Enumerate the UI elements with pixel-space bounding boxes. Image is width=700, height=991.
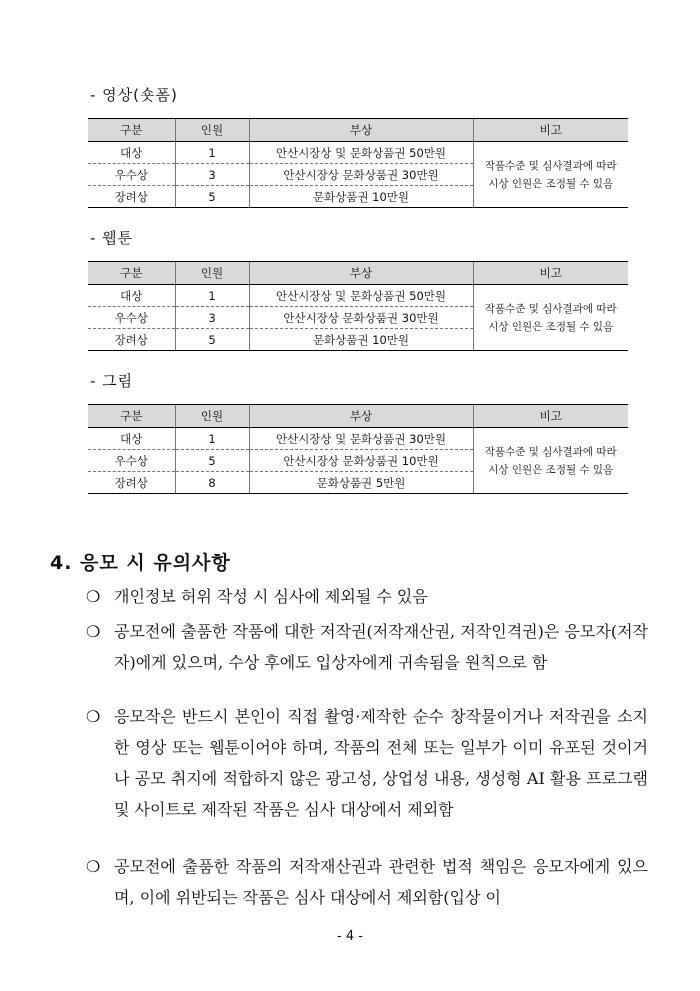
note-item: 응모작은 반드시 본인이 직접 촬영·제작한 순수 창작물이거나 저작권을 소지한 영상 또는 웹툰이어야 하며, 작품의 전체 또는 일부가 이미 유포된 것이거나 공모 취지에 적합하지 않은 광고성, 상업성 내용, 생성형 AI 활용 프로그램 및 사이트로 제작된 작품은 심사 대상에서 제외함 [114,707,648,819]
cell-prize: 문화상품권 10만원 [249,186,473,208]
cell-count: 3 [175,164,249,186]
header-count: 인원 [175,405,249,428]
cell-category: 우수상 [88,450,175,472]
table-row [88,428,628,450]
cell-count: 8 [175,472,249,494]
cell-remarks [473,285,628,351]
cell-prize: 안산시장상 및 문화상품권 50만원 [249,142,473,164]
cell-category: 대상 [88,142,175,164]
header-count: 인원 [175,262,249,285]
cell-category: 장려상 [88,329,175,351]
table-row [88,142,628,164]
cell-category: 장려상 [88,472,175,494]
cell-count: 1 [175,285,249,307]
webtoon-award-table [88,261,628,351]
header-remarks: 비고 [473,119,628,142]
remarks-line-1: 작품수준 및 심사결과에 따라 [484,445,617,458]
cell-prize: 안산시장상 및 문화상품권 50만원 [249,285,473,307]
section-heading: 4. 응모 시 유의사항 [50,552,231,574]
note-item: 공모전에 출품한 작품에 대한 저작권(저작재산권, 저작인격권)은 응모자(저작자)에게 있으며, 수상 후에도 입상자에게 귀속됨을 원칙으로 함 [114,622,648,672]
table-row [88,285,628,307]
remarks-line-2: 시상 인원은 조정될 수 있음 [488,177,614,190]
drawing-section-title: - 그림 [90,372,134,390]
cell-category: 장려상 [88,186,175,208]
header-remarks: 비고 [473,405,628,428]
cell-category: 대상 [88,428,175,450]
remarks-line-2: 시상 인원은 조정될 수 있음 [488,463,614,476]
bullet-icon: ❍ [86,857,101,876]
bullet-icon: ❍ [86,622,101,641]
cell-category: 우수상 [88,307,175,329]
cell-prize: 안산시장상 문화상품권 30만원 [249,307,473,329]
cell-count: 5 [175,186,249,208]
cell-count: 1 [175,142,249,164]
cell-count: 5 [175,329,249,351]
cell-count: 3 [175,307,249,329]
bullet-icon: ❍ [86,587,101,606]
cell-category: 우수상 [88,164,175,186]
video-award-table [88,118,628,208]
page-number: - 4 - [337,929,363,944]
header-category: 구분 [88,262,175,285]
table-header-row [88,262,628,285]
header-category: 구분 [88,119,175,142]
cell-count: 1 [175,428,249,450]
note-item: 개인정보 허위 작성 시 심사에 제외될 수 있음 [114,587,428,606]
remarks-line-1: 작품수준 및 심사결과에 따라 [484,159,617,172]
cell-prize: 안산시장상 문화상품권 30만원 [249,164,473,186]
note-item: 공모전에 출품한 작품의 저작재산권과 관련한 법적 책임은 응모자에게 있으며, 이에 위반되는 작품은 심사 대상에서 제외함(입상 이 [114,857,648,907]
webtoon-section-title: - 웹툰 [90,229,134,247]
remarks-line-2: 시상 인원은 조정될 수 있음 [488,320,614,333]
bullet-icon: ❍ [86,707,101,726]
cell-count: 5 [175,450,249,472]
table-header-row [88,119,628,142]
cell-remarks [473,428,628,494]
cell-prize: 문화상품권 5만원 [249,472,473,494]
header-prize: 부상 [249,405,473,428]
table-header-row [88,405,628,428]
header-remarks: 비고 [473,262,628,285]
cell-prize: 문화상품권 10만원 [249,329,473,351]
header-prize: 부상 [249,119,473,142]
remarks-line-1: 작품수준 및 심사결과에 따라 [484,302,617,315]
cell-remarks [473,142,628,208]
drawing-award-table [88,404,628,494]
header-category: 구분 [88,405,175,428]
cell-prize: 안산시장상 및 문화상품권 30만원 [249,428,473,450]
cell-prize: 안산시장상 문화상품권 10만원 [249,450,473,472]
header-count: 인원 [175,119,249,142]
cell-category: 대상 [88,285,175,307]
header-prize: 부상 [249,262,473,285]
video-section-title: - 영상(숏폼) [90,86,178,104]
